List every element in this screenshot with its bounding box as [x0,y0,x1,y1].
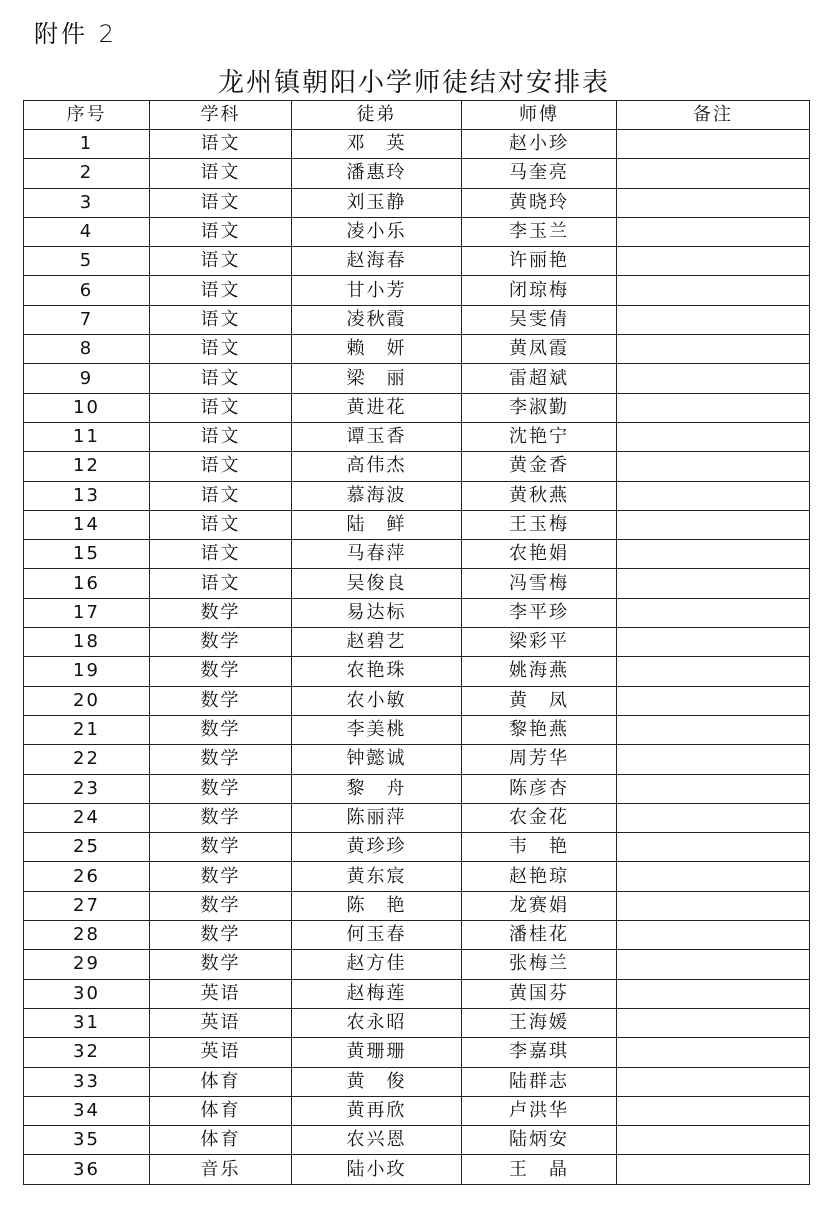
column-header-subject: 学科 [150,101,292,130]
column-header-note: 备注 [617,101,810,130]
cell-mentor: 姚海燕 [462,657,617,686]
cell-number: 33 [24,1067,150,1096]
cell-number: 36 [24,1155,150,1184]
cell-subject: 语文 [150,217,292,246]
cell-apprentice: 黄再欣 [292,1096,462,1125]
table-row [24,1038,810,1067]
cell-mentor: 黄 凤 [462,686,617,715]
cell-apprentice: 何玉春 [292,921,462,950]
cell-number: 25 [24,833,150,862]
cell-note [617,335,810,364]
cell-subject: 数学 [150,803,292,832]
cell-subject: 语文 [150,276,292,305]
cell-subject: 数学 [150,950,292,979]
cell-subject: 数学 [150,628,292,657]
cell-note [617,1038,810,1067]
cell-note [617,979,810,1008]
cell-number: 5 [24,247,150,276]
cell-subject: 数学 [150,598,292,627]
cell-apprentice: 陈 艳 [292,891,462,920]
cell-apprentice: 刘玉静 [292,188,462,217]
cell-number: 15 [24,540,150,569]
cell-subject: 语文 [150,159,292,188]
cell-mentor: 雷超斌 [462,364,617,393]
cell-apprentice: 赵方佳 [292,950,462,979]
cell-number: 10 [24,393,150,422]
cell-note [617,130,810,159]
cell-apprentice: 黄珊珊 [292,1038,462,1067]
cell-apprentice: 赵海春 [292,247,462,276]
table-row [24,247,810,276]
cell-note [617,950,810,979]
cell-apprentice: 梁 丽 [292,364,462,393]
cell-note [617,1126,810,1155]
cell-number: 1 [24,130,150,159]
cell-apprentice: 黄 俊 [292,1067,462,1096]
table-header-row [24,101,810,130]
cell-note [617,247,810,276]
cell-apprentice: 吴俊良 [292,569,462,598]
cell-note [617,393,810,422]
cell-subject: 语文 [150,540,292,569]
cell-number: 29 [24,950,150,979]
cell-number: 21 [24,715,150,744]
cell-mentor: 吴雯倩 [462,305,617,334]
table-row [24,510,810,539]
table-row [24,1155,810,1184]
table-row [24,862,810,891]
cell-mentor: 潘桂花 [462,921,617,950]
cell-apprentice: 赵梅莲 [292,979,462,1008]
cell-mentor: 王海媛 [462,1008,617,1037]
cell-mentor: 黄国芬 [462,979,617,1008]
cell-note [617,598,810,627]
cell-number: 28 [24,921,150,950]
cell-mentor: 陆炳安 [462,1126,617,1155]
cell-subject: 音乐 [150,1155,292,1184]
table-row [24,188,810,217]
cell-subject: 英语 [150,1038,292,1067]
table-row [24,481,810,510]
cell-number: 32 [24,1038,150,1067]
cell-mentor: 赵小珍 [462,130,617,159]
cell-apprentice: 钟懿诚 [292,745,462,774]
cell-apprentice: 陆 鲜 [292,510,462,539]
cell-subject: 数学 [150,657,292,686]
cell-apprentice: 黄进花 [292,393,462,422]
column-header-apprentice: 徒弟 [292,101,462,130]
cell-number: 30 [24,979,150,1008]
table-row [24,979,810,1008]
cell-note [617,1067,810,1096]
cell-subject: 语文 [150,335,292,364]
cell-number: 35 [24,1126,150,1155]
cell-number: 26 [24,862,150,891]
cell-mentor: 农艳娟 [462,540,617,569]
cell-subject: 语文 [150,188,292,217]
cell-subject: 语文 [150,393,292,422]
cell-mentor: 李嘉琪 [462,1038,617,1067]
table-row [24,891,810,920]
cell-mentor: 冯雪梅 [462,569,617,598]
cell-mentor: 李玉兰 [462,217,617,246]
cell-subject: 数学 [150,862,292,891]
table-row [24,657,810,686]
cell-mentor: 沈艳宁 [462,422,617,451]
cell-apprentice: 农永昭 [292,1008,462,1037]
table-row [24,1008,810,1037]
cell-note [617,276,810,305]
cell-note [617,188,810,217]
cell-subject: 语文 [150,481,292,510]
cell-mentor: 赵艳琼 [462,862,617,891]
cell-apprentice: 凌秋霞 [292,305,462,334]
cell-apprentice: 李美桃 [292,715,462,744]
table-row [24,452,810,481]
cell-mentor: 黄凤霞 [462,335,617,364]
cell-mentor: 韦 艳 [462,833,617,862]
cell-number: 24 [24,803,150,832]
cell-note [617,481,810,510]
table-row [24,686,810,715]
cell-subject: 数学 [150,745,292,774]
cell-number: 31 [24,1008,150,1037]
cell-note [617,833,810,862]
cell-subject: 数学 [150,891,292,920]
table-row [24,598,810,627]
cell-subject: 语文 [150,510,292,539]
cell-note [617,510,810,539]
cell-mentor: 张梅兰 [462,950,617,979]
cell-subject: 体育 [150,1067,292,1096]
table-row [24,540,810,569]
cell-number: 17 [24,598,150,627]
cell-subject: 语文 [150,305,292,334]
cell-subject: 体育 [150,1126,292,1155]
cell-note [617,217,810,246]
cell-apprentice: 黄东宸 [292,862,462,891]
cell-note [617,715,810,744]
table-row [24,774,810,803]
cell-number: 16 [24,569,150,598]
column-header-number: 序号 [24,101,150,130]
cell-note [617,364,810,393]
table-row [24,1126,810,1155]
table-row [24,745,810,774]
cell-number: 2 [24,159,150,188]
cell-mentor: 李平珍 [462,598,617,627]
cell-note [617,774,810,803]
table-body [24,130,810,1185]
cell-subject: 英语 [150,979,292,1008]
cell-apprentice: 黎 舟 [292,774,462,803]
cell-apprentice: 农小敏 [292,686,462,715]
cell-subject: 数学 [150,715,292,744]
cell-apprentice: 易达标 [292,598,462,627]
cell-apprentice: 慕海波 [292,481,462,510]
cell-apprentice: 农兴恩 [292,1126,462,1155]
cell-note [617,1155,810,1184]
cell-number: 34 [24,1096,150,1125]
cell-note [617,891,810,920]
cell-mentor: 王 晶 [462,1155,617,1184]
cell-subject: 体育 [150,1096,292,1125]
table-row [24,1096,810,1125]
cell-note [617,422,810,451]
cell-number: 3 [24,188,150,217]
table-row [24,130,810,159]
cell-note [617,803,810,832]
table-row [24,628,810,657]
cell-mentor: 农金花 [462,803,617,832]
cell-subject: 语文 [150,452,292,481]
cell-number: 23 [24,774,150,803]
cell-number: 27 [24,891,150,920]
cell-mentor: 马奎亮 [462,159,617,188]
table-row [24,217,810,246]
cell-mentor: 卢洪华 [462,1096,617,1125]
column-header-mentor: 师傅 [462,101,617,130]
cell-note [617,628,810,657]
cell-number: 20 [24,686,150,715]
cell-apprentice: 高伟杰 [292,452,462,481]
cell-number: 8 [24,335,150,364]
page-title: 龙州镇朝阳小学师徒结对安排表 [217,68,610,98]
cell-note [617,657,810,686]
table-row [24,1067,810,1096]
cell-apprentice: 陈丽萍 [292,803,462,832]
cell-mentor: 许丽艳 [462,247,617,276]
table-row [24,422,810,451]
cell-note [617,1096,810,1125]
cell-mentor: 黄晓玲 [462,188,617,217]
cell-mentor: 闭琼梅 [462,276,617,305]
cell-number: 7 [24,305,150,334]
cell-note [617,686,810,715]
cell-number: 12 [24,452,150,481]
table-row [24,833,810,862]
cell-apprentice: 谭玉香 [292,422,462,451]
table-row [24,921,810,950]
cell-apprentice: 陆小玫 [292,1155,462,1184]
attachment-label: 附件 2 [34,20,117,48]
cell-mentor: 黄金香 [462,452,617,481]
cell-apprentice: 赖 妍 [292,335,462,364]
cell-apprentice: 黄珍珍 [292,833,462,862]
cell-subject: 语文 [150,422,292,451]
cell-note [617,745,810,774]
table-row [24,569,810,598]
cell-number: 6 [24,276,150,305]
cell-number: 22 [24,745,150,774]
cell-note [617,540,810,569]
cell-mentor: 梁彩平 [462,628,617,657]
cell-number: 9 [24,364,150,393]
cell-mentor: 李淑勤 [462,393,617,422]
table-row [24,364,810,393]
cell-number: 19 [24,657,150,686]
table-row [24,159,810,188]
cell-mentor: 王玉梅 [462,510,617,539]
cell-mentor: 黄秋燕 [462,481,617,510]
cell-mentor: 周芳华 [462,745,617,774]
mentor-pairing-table [23,100,810,1185]
cell-mentor: 黎艳燕 [462,715,617,744]
cell-mentor: 陈彦杏 [462,774,617,803]
cell-note [617,1008,810,1037]
cell-subject: 语文 [150,364,292,393]
cell-subject: 数学 [150,833,292,862]
cell-number: 11 [24,422,150,451]
cell-note [617,862,810,891]
cell-apprentice: 马春萍 [292,540,462,569]
cell-apprentice: 凌小乐 [292,217,462,246]
cell-subject: 语文 [150,130,292,159]
cell-subject: 数学 [150,774,292,803]
cell-mentor: 龙赛娟 [462,891,617,920]
cell-note [617,921,810,950]
cell-mentor: 陆群志 [462,1067,617,1096]
cell-apprentice: 赵碧艺 [292,628,462,657]
table-row [24,276,810,305]
table-row [24,715,810,744]
table-row [24,393,810,422]
cell-number: 13 [24,481,150,510]
cell-subject: 语文 [150,569,292,598]
cell-note [617,452,810,481]
cell-apprentice: 潘惠玲 [292,159,462,188]
cell-subject: 数学 [150,686,292,715]
cell-subject: 数学 [150,921,292,950]
cell-number: 4 [24,217,150,246]
cell-number: 18 [24,628,150,657]
cell-apprentice: 农艳珠 [292,657,462,686]
table-row [24,335,810,364]
cell-number: 14 [24,510,150,539]
cell-apprentice: 甘小芳 [292,276,462,305]
cell-subject: 语文 [150,247,292,276]
cell-note [617,159,810,188]
cell-note [617,569,810,598]
cell-note [617,305,810,334]
cell-apprentice: 邓 英 [292,130,462,159]
table-row [24,305,810,334]
table-row [24,803,810,832]
cell-subject: 英语 [150,1008,292,1037]
table-row [24,950,810,979]
